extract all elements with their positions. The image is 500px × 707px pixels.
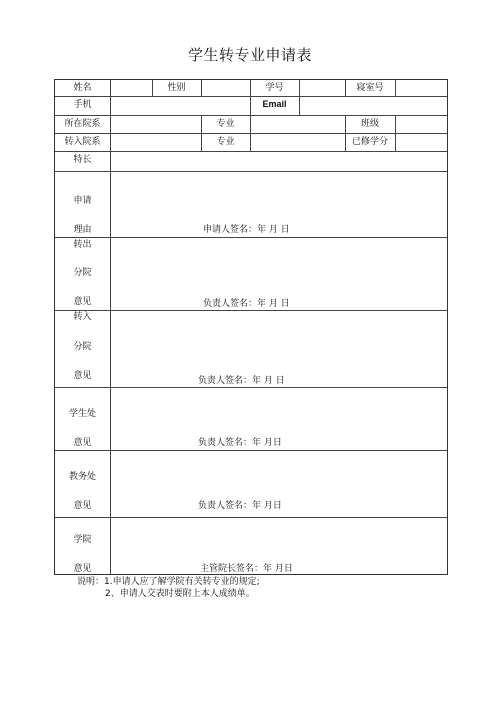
major-label: 专业 [216, 119, 235, 129]
email-label: Email [262, 99, 287, 109]
row-divider [55, 237, 447, 238]
specialty-label: 特长 [73, 155, 92, 165]
current-college-label: 所在院系 [64, 119, 101, 129]
row-divider [55, 133, 447, 134]
college-label-2: 意见 [73, 564, 92, 574]
academic-office-label-2: 意见 [73, 501, 92, 511]
student-office-label-1: 学生处 [68, 409, 96, 419]
row-divider [55, 151, 447, 152]
note-line-1: 说明：1.申请人应了解学院有关转专业的规定; [77, 577, 260, 587]
dorm-label: 寝室号 [356, 83, 384, 93]
in-dept-label-3: 意见 [73, 371, 92, 381]
row-divider [55, 387, 447, 388]
row-divider [55, 310, 447, 311]
reason-label-1: 申请 [73, 196, 92, 206]
cell-divider [395, 80, 396, 96]
out-dept-label-1: 转出 [73, 240, 92, 250]
out-dept-signature: 负责人签名：年 月 日 [203, 299, 290, 309]
row-divider [55, 171, 447, 172]
cell-divider [299, 96, 300, 115]
student-office-label-2: 意见 [73, 438, 92, 448]
row-divider [55, 96, 447, 97]
form-title: 学生转专业申请表 [187, 46, 312, 64]
phone-label: 手机 [73, 100, 92, 110]
college-signature: 主管院长签名：年 月日 [200, 564, 293, 574]
class-label: 班级 [360, 119, 379, 129]
in-dept-label-1: 转入 [73, 312, 92, 322]
note-line-2: 2、申请人交表时要附上本人成绩单。 [105, 589, 255, 599]
reason-signature: 申请人签名：年 月 日 [203, 225, 290, 235]
row-divider [55, 517, 447, 518]
transfer-college-label: 转入院系 [64, 137, 101, 147]
cell-divider [201, 80, 202, 96]
out-dept-label-2: 分院 [73, 268, 92, 278]
label-column-divider [110, 80, 111, 574]
cell-divider [395, 115, 396, 151]
notes [77, 576, 260, 600]
application-form-table [54, 79, 448, 575]
name-label: 姓名 [73, 83, 92, 93]
gender-label: 性别 [167, 83, 186, 93]
student-office-signature: 负责人签名：年 月日 [198, 438, 282, 448]
out-dept-label-3: 意见 [73, 297, 92, 307]
reason-label-2: 理由 [73, 225, 92, 235]
academic-office-signature: 负责人签名：年 月日 [198, 501, 282, 511]
transfer-major-label: 专业 [216, 137, 235, 147]
row-divider [55, 115, 447, 116]
student-id-label: 学号 [265, 83, 284, 93]
cell-divider [299, 80, 300, 96]
in-dept-label-2: 分院 [73, 342, 92, 352]
cell-divider [250, 115, 251, 151]
in-dept-signature: 负责人签名：年 月 日 [198, 376, 285, 386]
credits-label: 已修学分 [351, 137, 388, 147]
academic-office-label-1: 教务处 [68, 472, 96, 482]
row-divider [55, 450, 447, 451]
college-label-1: 学院 [73, 535, 92, 545]
